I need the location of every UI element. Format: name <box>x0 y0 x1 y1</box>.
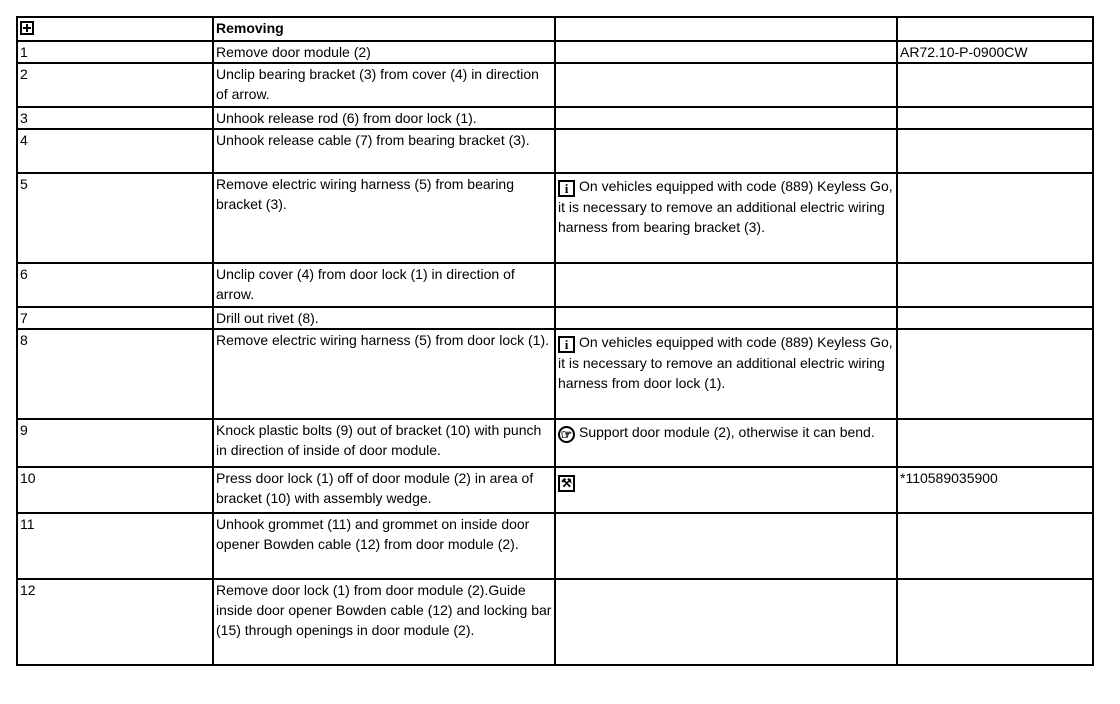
table-row <box>17 129 1093 173</box>
step-action: Drill out rivet (8). <box>213 307 555 329</box>
step-number: 1 <box>17 41 213 63</box>
header-empty-cell <box>555 17 897 41</box>
table-row <box>17 63 1093 107</box>
step-number: 3 <box>17 107 213 129</box>
step-action: Unclip bearing bracket (3) from cover (4) in direction of arrow. <box>213 63 555 107</box>
note-text: On vehicles equipped with code (889) Keyless Go, it is necessary to remove an additional electric wiring harness from bearing bracket (3). <box>558 178 893 235</box>
step-reference <box>897 579 1093 665</box>
procedure-table-container <box>16 16 1094 666</box>
step-note <box>555 579 897 665</box>
step-note <box>555 467 897 513</box>
step-number: 7 <box>17 307 213 329</box>
procedure-table <box>16 16 1094 666</box>
step-number: 12 <box>17 579 213 665</box>
info-icon: i <box>558 180 575 197</box>
step-note <box>555 419 897 467</box>
header-title: Removing <box>213 17 555 41</box>
step-number: 6 <box>17 263 213 307</box>
table-header-row <box>17 17 1093 41</box>
table-row <box>17 107 1093 129</box>
step-reference <box>897 173 1093 263</box>
step-action: Unclip cover (4) from door lock (1) in direction of arrow. <box>213 263 555 307</box>
step-reference <box>897 513 1093 579</box>
step-note <box>555 329 897 419</box>
table-row <box>17 579 1093 665</box>
note-text: Support door module (2), otherwise it can bend. <box>579 424 875 440</box>
step-number: 4 <box>17 129 213 173</box>
table-row <box>17 41 1093 63</box>
procedure-icon <box>20 21 34 35</box>
step-action: Unhook grommet (11) and grommet on inside door opener Bowden cable (12) from door module (2). <box>213 513 555 579</box>
step-action: Remove electric wiring harness (5) from door lock (1). <box>213 329 555 419</box>
table-row <box>17 173 1093 263</box>
step-note <box>555 513 897 579</box>
info-icon: i <box>558 336 575 353</box>
caution-icon: ☞ <box>558 426 575 443</box>
step-action: Remove electric wiring harness (5) from bearing bracket (3). <box>213 173 555 263</box>
step-reference <box>897 307 1093 329</box>
step-note <box>555 107 897 129</box>
header-empty-cell <box>897 17 1093 41</box>
step-action: Remove door lock (1) from door module (2).Guide inside door opener Bowden cable (12) and locking bar (15) through openings in door module (2). <box>213 579 555 665</box>
step-note <box>555 129 897 173</box>
step-number: 10 <box>17 467 213 513</box>
table-row <box>17 307 1093 329</box>
step-reference <box>897 419 1093 467</box>
step-reference: *110589035900 <box>897 467 1093 513</box>
step-reference <box>897 107 1093 129</box>
step-action: Knock plastic bolts (9) out of bracket (10) with punch in direction of inside of door module. <box>213 419 555 467</box>
step-note <box>555 307 897 329</box>
table-row <box>17 467 1093 513</box>
table-row <box>17 263 1093 307</box>
step-number: 2 <box>17 63 213 107</box>
note-text: On vehicles equipped with code (889) Keyless Go, it is necessary to remove an additional electric wiring harness from door lock (1). <box>558 334 893 391</box>
tool-icon: ⚒ <box>558 475 575 492</box>
table-row <box>17 329 1093 419</box>
step-note <box>555 63 897 107</box>
step-number: 8 <box>17 329 213 419</box>
step-action: Remove door module (2) <box>213 41 555 63</box>
step-reference: AR72.10-P-0900CW <box>897 41 1093 63</box>
step-number: 9 <box>17 419 213 467</box>
step-note <box>555 41 897 63</box>
step-number: 5 <box>17 173 213 263</box>
step-action: Unhook release rod (6) from door lock (1). <box>213 107 555 129</box>
step-note <box>555 263 897 307</box>
header-icon-cell <box>17 17 213 41</box>
step-reference <box>897 63 1093 107</box>
step-reference <box>897 329 1093 419</box>
step-number: 11 <box>17 513 213 579</box>
table-row <box>17 419 1093 467</box>
step-action: Press door lock (1) off of door module (2) in area of bracket (10) with assembly wedge. <box>213 467 555 513</box>
step-reference <box>897 129 1093 173</box>
table-row <box>17 513 1093 579</box>
step-action: Unhook release cable (7) from bearing bracket (3). <box>213 129 555 173</box>
step-note <box>555 173 897 263</box>
step-reference <box>897 263 1093 307</box>
